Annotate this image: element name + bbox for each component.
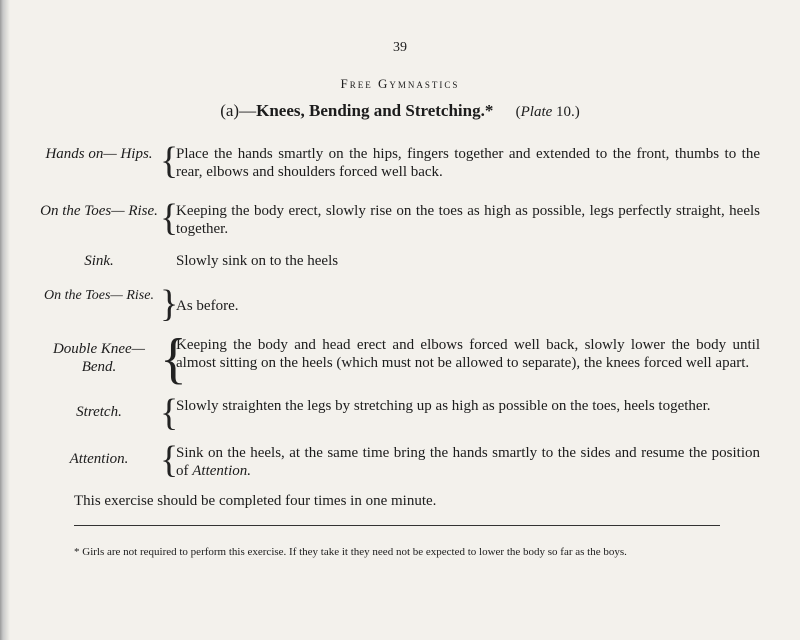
- position-text: Place the hands smartly on the hips, fingers together and extended to the front, thumbs to the rear, elbows and shoulders forced well back.: [176, 146, 760, 180]
- plate-number: 10.): [556, 104, 580, 120]
- footnote-divider: [74, 525, 720, 526]
- position-text: Slowly sink on to the heels: [176, 253, 339, 269]
- plate-reference: (Plate 10.): [515, 104, 580, 120]
- position-label: Sink.: [84, 253, 114, 269]
- brace-icon: }: [160, 283, 179, 325]
- brace-icon: {: [160, 197, 179, 239]
- position-label: Attention.: [69, 451, 129, 467]
- position-label: Hands on— Hips.: [45, 146, 153, 162]
- page-number: 39: [393, 40, 407, 55]
- brace-icon: {: [160, 140, 179, 182]
- brace-icon: {: [160, 328, 187, 390]
- footnote: * Girls are not required to perform this exercise. If they take it they need not be expected to lower the body so far as the boys.: [74, 546, 627, 558]
- section-heading: Free Gymnastics: [340, 76, 460, 91]
- position-label: On the Toes— Rise.: [44, 288, 154, 303]
- position-text: Keeping the body erect, slowly rise on the toes as high as possible, legs perfectly straight, heels together.: [176, 203, 760, 237]
- exercise-name: Knees, Bending and Stretching.*: [256, 101, 494, 120]
- plate-label: Plate: [520, 104, 553, 120]
- page-binding-edge: [0, 0, 10, 640]
- position-label: On the Toes— Rise.: [40, 203, 158, 219]
- position-text: Keeping the body and head erect and elbows forced well back, slowly lower the body until almost sitting on the heels (which must not be allowed to separate), the knees forced well apart.: [176, 337, 760, 371]
- position-label: Double Knee— Bend.: [52, 341, 146, 375]
- position-text: Slowly straighten the legs by stretching up as high as possible on the toes, heels together.: [176, 398, 711, 414]
- position-text: Sink on the heels, at the same time bring the hands smartly to the sides and resume the position of Attention.: [176, 445, 760, 479]
- summary-note: This exercise should be completed four times in one minute.: [74, 493, 437, 509]
- position-label: Stretch.: [76, 404, 122, 420]
- position-text: As before.: [176, 298, 239, 314]
- attention-emphasis: Attention.: [192, 463, 251, 479]
- exercise-prefix: (a)—: [220, 101, 257, 120]
- brace-icon: {: [160, 392, 179, 434]
- exercise-title: [0, 101, 800, 121]
- brace-icon: {: [160, 439, 179, 481]
